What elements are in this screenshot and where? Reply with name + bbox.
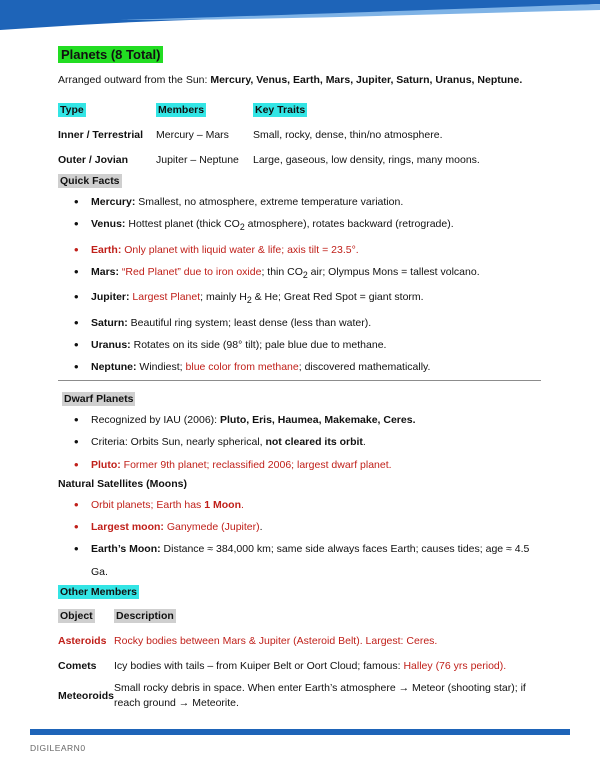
list-item-mercury: • Mercury: Smallest, no atmosphere, extreme temperature variation.: [58, 191, 548, 213]
list-item-neptune: • Neptune: Windiest; blue color from methane; discovered mathematically.: [58, 356, 548, 378]
header-description: Description: [116, 610, 174, 623]
table-header-row: [58, 97, 480, 122]
intro-text: Arranged outward from the Sun: Mercury, Venus, Earth, Mars, Jupiter, Saturn, Uranus, Neptune.: [58, 74, 523, 86]
list-item-criteria: • Criteria: Orbits Sun, nearly spherical, not cleared its orbit.: [58, 431, 548, 453]
dwarf-planets-heading: Dwarf Planets: [64, 393, 134, 405]
planets-section: [58, 44, 548, 379]
header-banner: [0, 0, 600, 36]
dwarf-planets-list: [58, 409, 548, 476]
table-row: Meteoroids Small rocky debris in space. When enter Earth’s atmosphere → Meteor (shooting star); if reach ground → Meteorite.: [58, 682, 526, 710]
footer-brand: DIGILEARN0: [30, 743, 86, 753]
table-header-row: [58, 604, 548, 628]
list-item-earth-moon: • Earth’s Moon: Distance ≈ 384,000 km; same side always faces Earth; causes tides; age ≈ 4.5 Ga.: [58, 538, 548, 583]
footer-bar: [30, 729, 570, 735]
planet-types-table: [58, 97, 480, 172]
table-row: Inner / Terrestrial Mercury – Mars Small, rocky, dense, thin/no atmosphere.: [58, 128, 443, 141]
other-members-heading: Other Members: [60, 586, 138, 599]
list-item-uranus: • Uranus: Rotates on its side (98° tilt); pale blue due to methane.: [58, 334, 548, 356]
quick-facts-list: [58, 191, 548, 379]
header-type: Type: [60, 103, 84, 116]
moons-list: [58, 494, 548, 583]
list-item-pluto: • Pluto: Former 9th planet; reclassified 2006; largest dwarf planet.: [58, 454, 548, 476]
header-members: Members: [158, 103, 205, 116]
list-item-earth: • Earth: Only planet with liquid water & life; axis tilt = 23.5°.: [58, 239, 548, 261]
header-key-traits: Key Traits: [255, 103, 306, 116]
quick-facts-heading: Quick Facts: [60, 175, 120, 187]
section-divider: [58, 380, 541, 381]
list-item-jupiter: • Jupiter: Largest Planet; mainly $H_2$ & He; Great Red Spot = giant storm.: [58, 286, 548, 311]
other-members-table: [58, 604, 548, 714]
list-item-recognized: • Recognized by IAU (2006): Pluto, Eris, Haumea, Makemake, Ceres.: [58, 409, 548, 431]
table-row: Asteroids Rocky bodies between Mars & Jupiter (Asteroid Belt). Largest: Ceres.: [58, 634, 438, 647]
list-item-mars: • Mars: “Red Planet” due to iron oxide; thin $CO_2$ air; Olympus Mons = tallest volcano.: [58, 261, 548, 286]
list-item-orbit: • Orbit planets; Earth has 1 Moon.: [58, 494, 548, 516]
list-item-largest-moon: • Largest moon: Ganymede (Jupiter).: [58, 516, 548, 538]
page-title: Planets (8 Total): [58, 46, 163, 63]
list-item-venus: • Venus: Hottest planet (thick $CO_2$ atmosphere), rotates backward (retrograde).: [58, 213, 548, 238]
moons-heading: Natural Satellites (Moons): [58, 477, 187, 490]
dwarf-and-other-section: [58, 393, 548, 714]
header-object: Object: [60, 610, 93, 623]
list-item-saturn: • Saturn: Beautiful ring system; least dense (less than water).: [58, 312, 548, 334]
table-row: Comets Icy bodies with tails – from Kuiper Belt or Oort Cloud; famous: Halley (76 yrs period).: [58, 659, 507, 672]
table-row: Outer / Jovian Jupiter – Neptune Large, gaseous, low density, rings, many moons.: [58, 153, 480, 166]
